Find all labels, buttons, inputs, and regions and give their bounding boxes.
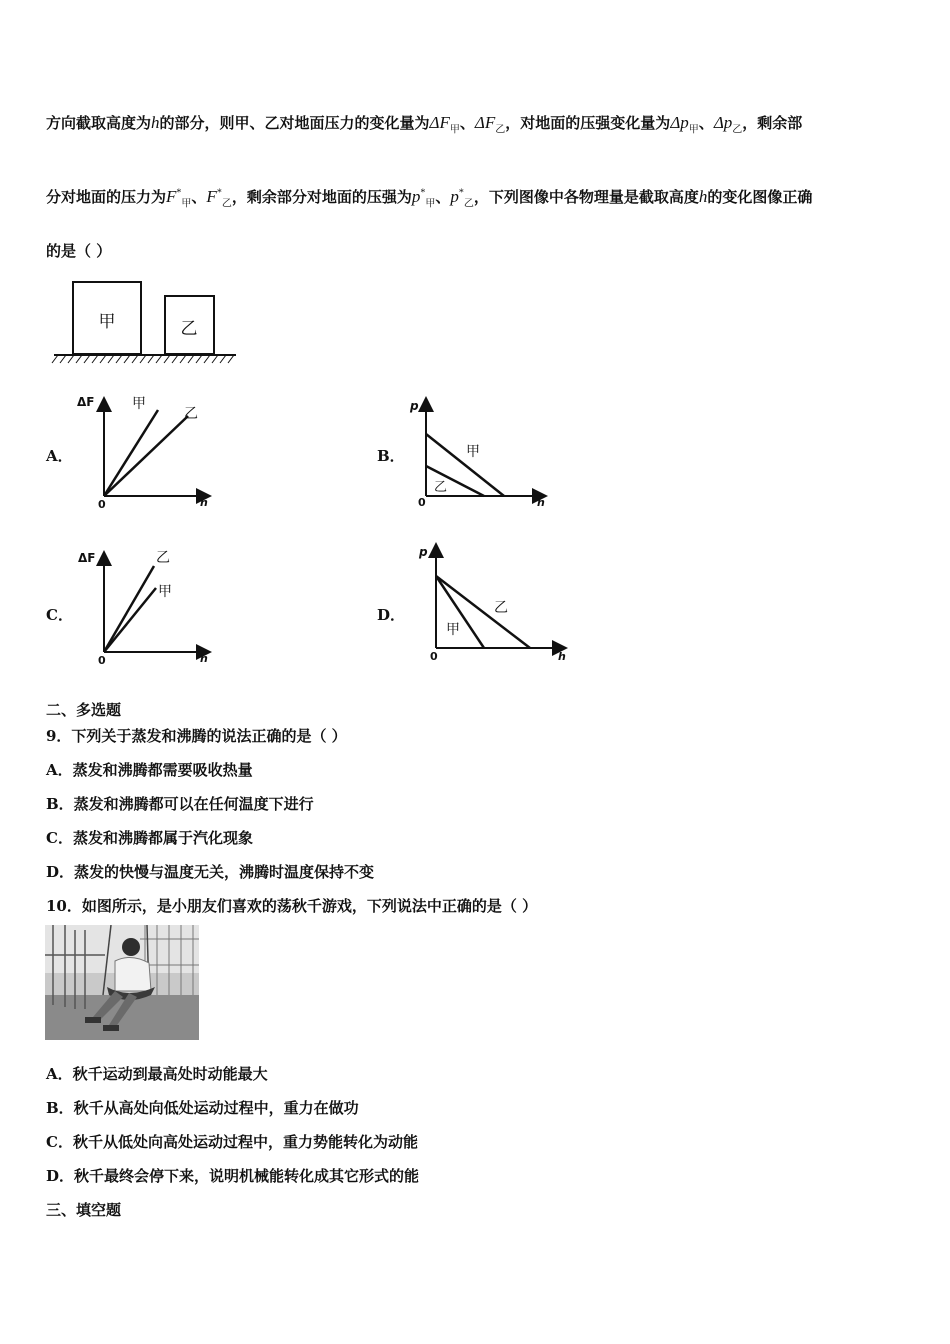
y-axis-label: ΔF	[77, 395, 95, 409]
block-jia-label: 甲	[98, 312, 116, 332]
y-axis-label: ΔF	[78, 551, 96, 565]
y-axis-label: p	[419, 545, 428, 559]
q9-stem: 9．下列关于蒸发和沸腾的说法正确的是（ ）	[46, 727, 347, 745]
q10-option-d[interactable]: D．秋千最终会停下来，说明机械能转化成其它形式的能	[46, 1167, 420, 1185]
line-label-1: 甲	[132, 396, 146, 412]
delta-f-jia: $\Delta F_甲$	[429, 113, 460, 136]
delta-f-yi: $\Delta F_乙$	[474, 113, 506, 136]
section-multiple-choice: 二、多选题	[46, 701, 122, 719]
q8-option-a-graph	[72, 390, 217, 510]
q8-stem-line1: 方向截取高度为h的部分，则甲、乙对地面压力的变化量为$\Delta F_甲$、$\Delta F_乙$，对地面的压强变化量为$\Delta p_甲$、$\Delta p_乙$，剩余部	[46, 113, 803, 136]
line-label-1: 乙	[156, 550, 170, 566]
q8-text: 分对地面的压力为	[46, 188, 167, 206]
q9-option-c[interactable]: C．蒸发和沸腾都属于汽化现象	[46, 829, 253, 847]
q8-option-a-label[interactable]: A．	[46, 447, 73, 465]
origin-label: 0	[98, 498, 106, 510]
block-yi-label: 乙	[180, 319, 198, 339]
q8-option-b-label[interactable]: B．	[377, 447, 405, 465]
p-yi-remaining: $p^*_乙$	[450, 187, 474, 210]
line-label-1: 乙	[494, 600, 508, 616]
swing-photo	[45, 925, 199, 1040]
f-yi-remaining: $F^*_乙$	[206, 187, 232, 210]
f-jia-remaining: $F^*_甲$	[166, 187, 192, 210]
var-h: h	[151, 113, 160, 132]
q8-text: ，对地面的压强变化量为	[505, 114, 671, 132]
line-jia	[436, 576, 484, 648]
blocks-figure	[50, 278, 240, 370]
delta-p-yi: $\Delta p_乙$	[713, 113, 743, 136]
q9-option-d[interactable]: D．蒸发的快慢与温度无关，沸腾时温度保持不变	[46, 863, 375, 881]
q8-text: ，剩余部分对地面的压强为	[231, 188, 412, 206]
delta-p-jia: $\Delta p_甲$	[670, 113, 699, 136]
var-h: h	[698, 187, 708, 206]
q8-stem-line3: 的是（ ）	[46, 242, 112, 260]
q9-option-b[interactable]: B．蒸发和沸腾都可以在任何温度下进行	[46, 795, 314, 813]
line-label-2: 甲	[446, 622, 460, 638]
q8-option-b-graph	[400, 390, 555, 510]
p-jia-remaining: $p^*_甲$	[411, 187, 436, 210]
origin-label: 0	[418, 496, 426, 509]
x-axis-label: h	[200, 496, 208, 509]
q8-text: ，下列图像中各物理量是截取高度	[473, 188, 699, 206]
q9-option-a[interactable]: A．蒸发和沸腾都需要吸收热量	[46, 761, 253, 779]
y-axis-label: p	[410, 399, 419, 413]
section-fill-in-blank: 三、填空题	[46, 1201, 122, 1219]
q10-stem: 10．如图所示，是小朋友们喜欢的荡秋千游戏，下列说法中正确的是（ ）	[46, 897, 538, 915]
q10-option-a[interactable]: A．秋千运动到最高处时动能最大	[46, 1065, 268, 1083]
x-axis-label: h	[200, 652, 208, 665]
line-label-2: 乙	[434, 480, 448, 495]
line-yi	[104, 566, 154, 652]
q10-option-b[interactable]: B．秋千从高处向低处运动过程中，重力在做功	[46, 1099, 359, 1117]
origin-label: 0	[430, 650, 438, 663]
q8-text: 的部分，则甲、乙对地面压力的变化量为	[159, 114, 430, 132]
origin-label: 0	[98, 654, 106, 666]
q8-option-c-label[interactable]: C．	[46, 606, 73, 624]
q8-option-d-label[interactable]: D．	[377, 606, 406, 624]
q8-stem-line2: 分对地面的压力为$F^*_甲$、$F^*_乙$，剩余部分对地面的压强为$p^*_甲$、$p^*_乙$，下列图像中各物理量是截取高度h的变化图像正确	[46, 187, 813, 210]
q8-option-d-graph	[408, 538, 573, 664]
x-axis-label: h	[537, 496, 545, 509]
q8-text: 方向截取高度为	[46, 114, 152, 132]
q8-text: 的变化图像正确	[707, 188, 813, 206]
ground-hatching	[52, 355, 234, 363]
line-label-2: 甲	[158, 584, 172, 600]
line-label-1: 甲	[466, 444, 480, 460]
q8-text: ，剩余部	[742, 114, 803, 132]
q10-option-c[interactable]: C．秋千从低处向高处运动过程中，重力势能转化为动能	[46, 1133, 418, 1151]
line-jia	[104, 588, 156, 652]
q8-option-c-graph	[72, 544, 217, 666]
line-label-2: 乙	[184, 406, 198, 422]
x-axis-label: h	[558, 650, 566, 663]
